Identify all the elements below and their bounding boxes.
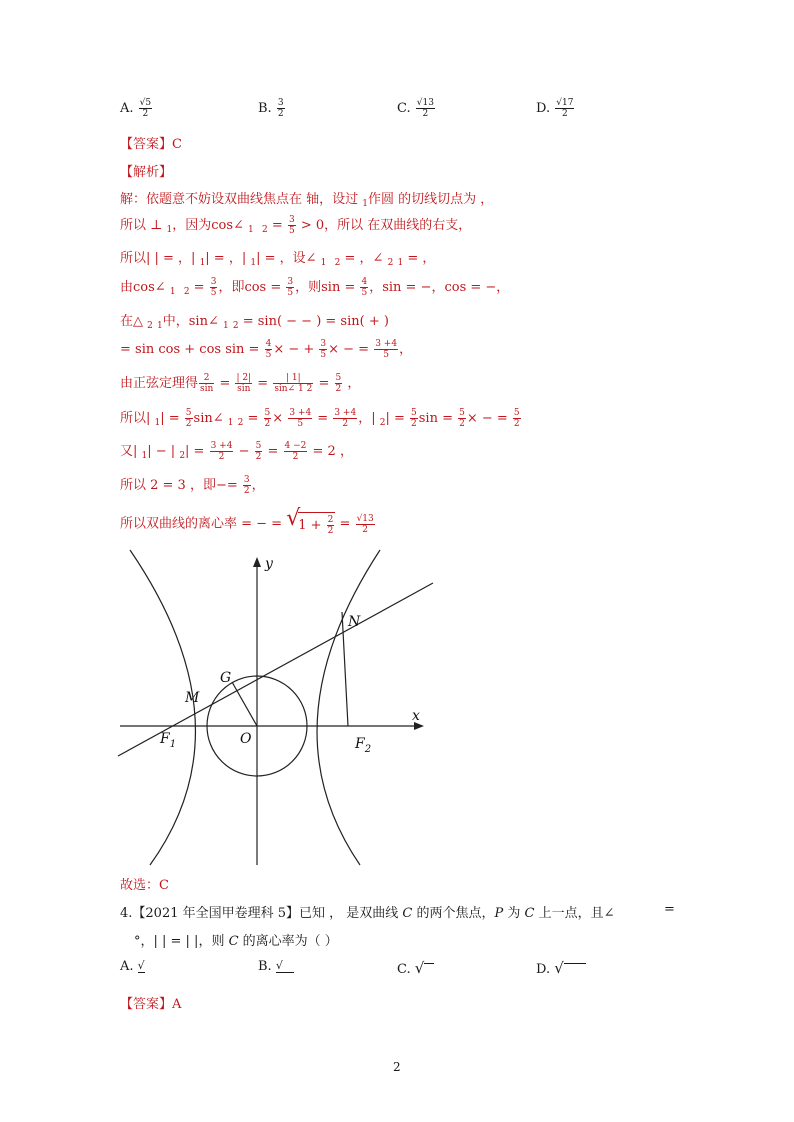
option-b-numerator: 3 — [277, 98, 284, 108]
label-m: M — [185, 690, 200, 706]
solution-text: 所以 ⊥ — [120, 218, 167, 233]
fraction-denominator: sin — [237, 384, 251, 394]
solution-text: 所以 2 = 3 ，即−= — [120, 478, 242, 493]
subscript: 2 — [147, 321, 153, 331]
fraction-denominator: 2 — [335, 384, 342, 394]
subscript: 1 — [248, 225, 254, 235]
solution-text: sin = — [418, 411, 458, 426]
solution-text: sin∠ — [193, 411, 228, 426]
solution-text: | − | — [147, 444, 180, 459]
fraction-numerator: 4 — [361, 277, 368, 287]
fraction-denominator: 2 — [292, 452, 299, 462]
solution-text: 又| — [120, 444, 142, 459]
subscript: 2 — [262, 225, 268, 235]
solution-line-7 — [120, 372, 360, 394]
solution-text: ， — [399, 342, 413, 357]
subscript: 2 — [179, 451, 186, 461]
fraction-denominator: 2 — [185, 419, 192, 429]
fraction-numerator: 5 — [335, 373, 342, 383]
solution-text: 所以| — [120, 411, 155, 426]
solution-text: | = — [385, 411, 409, 426]
fraction-numerator: 4 −2 — [284, 441, 307, 451]
subscript: 2 — [387, 258, 394, 268]
option-d-numerator: √17 — [556, 98, 574, 108]
q4-equals: = — [664, 902, 675, 917]
solution-text: = ，∠ — [340, 251, 388, 266]
solution-text: = sin( − − ) = sin( + ) — [238, 314, 389, 329]
solution-line-4 — [120, 276, 509, 298]
subscript: 2 — [334, 258, 341, 268]
option-c-numerator: √13 — [416, 98, 434, 108]
solution-text: × − = — [328, 342, 374, 357]
fraction-numerator: | 2| — [236, 373, 252, 383]
solution-text: = — [243, 411, 263, 426]
solution-text: 由cos∠ — [120, 280, 170, 295]
solution-text: ，sin = −，cos = −， — [369, 280, 510, 295]
option-c-letter: C. — [397, 101, 411, 116]
fraction-numerator: 3 — [210, 277, 217, 287]
fraction-denominator: sin∠ 1 2 — [274, 384, 313, 394]
solution-text: 作圆 的切线切点为 ， — [368, 192, 494, 207]
q4-text: 上一点，且∠ — [534, 906, 615, 921]
solution-line-11 — [120, 506, 376, 536]
q4-var: C — [402, 906, 413, 921]
fraction-numerator: 3 +4 — [334, 408, 357, 418]
fraction-denominator: 2 — [411, 419, 417, 429]
label-n: N — [348, 614, 361, 630]
subscript: 1 — [362, 199, 368, 209]
fraction-numerator: 3 — [288, 215, 295, 225]
solution-text: 1 + — [298, 518, 326, 533]
solution-text: = ， — [403, 251, 436, 266]
solution-text: = — [263, 444, 283, 459]
option-letter: A. — [120, 959, 134, 974]
option-c — [397, 98, 436, 119]
fraction-denominator: 5 — [320, 350, 327, 360]
subscript: 1 — [320, 258, 327, 268]
solution-line-6 — [120, 338, 412, 360]
q4-text: 的两个焦点， — [412, 906, 495, 921]
subscript: 1 — [397, 258, 404, 268]
subscript: 1 — [157, 321, 163, 331]
label-x: x — [412, 708, 420, 724]
fraction-denominator: 2 — [342, 419, 349, 429]
fraction-denominator: 2 — [513, 419, 520, 429]
solution-text: > 0，所以 在双曲线的右支， — [296, 218, 472, 233]
q4-var: P — [494, 906, 504, 921]
fraction-denominator: 2 — [243, 486, 250, 496]
y-axis — [253, 557, 261, 865]
fraction-numerator: 3 +4 — [375, 339, 398, 349]
subscript: 2 — [237, 418, 244, 428]
sqrt-symbol: √ — [414, 959, 425, 977]
q4-option-d — [536, 959, 586, 977]
q4-text: 为 — [503, 906, 525, 921]
q4-var: C — [524, 906, 535, 921]
label-f2: $F_2$ — [355, 736, 372, 755]
option-c-denominator: 2 — [422, 109, 429, 119]
solution-line-5 — [120, 310, 389, 331]
fraction-denominator: sin — [200, 384, 214, 394]
page-number: 2 — [393, 1060, 401, 1074]
option-a-numerator: √5 — [139, 98, 152, 108]
left-branch — [130, 550, 195, 865]
fraction-denominator: 5 — [287, 288, 294, 298]
label-y: y — [265, 556, 273, 572]
fraction-numerator: 5 — [185, 408, 192, 418]
solution-line-9 — [120, 440, 353, 462]
solution-text: 由正弦定理得 — [120, 376, 199, 391]
q4-option-a — [120, 959, 145, 974]
fraction-numerator: 3 — [243, 475, 250, 485]
sqrt-fraction: √ — [137, 959, 145, 972]
fraction-denominator: 5 — [297, 419, 304, 429]
subscript: 2 — [379, 418, 386, 428]
solution-line-8 — [120, 407, 522, 429]
q4-text: 的离心率为（ ） — [238, 934, 338, 949]
option-a — [120, 98, 153, 119]
solution-text: = sin cos + cos sin = — [120, 342, 264, 357]
fraction-numerator: 3 — [287, 277, 294, 287]
q4-line-1 — [120, 902, 615, 921]
solution-text: 解：依题意不妨设双曲线焦点在 轴，设过 — [120, 192, 363, 207]
label-o: O — [240, 731, 252, 747]
subscript: 1 — [154, 418, 161, 428]
option-d-letter: D. — [536, 101, 551, 116]
solution-text: = — [314, 376, 334, 391]
subscript: 1 — [166, 225, 173, 235]
fraction-numerator: 3 +4 — [210, 441, 233, 451]
radius-og — [232, 682, 257, 726]
subscript: 1 — [222, 321, 229, 331]
option-b — [258, 98, 286, 119]
fraction-numerator: 4 — [265, 339, 272, 349]
q4-text: °，| | = | |，则 — [134, 934, 229, 949]
solution-text: = — [189, 280, 209, 295]
fraction-numerator: √13 — [356, 513, 374, 524]
hyperbola-figure — [110, 545, 440, 870]
answer-label-2: 【答案】A — [120, 997, 182, 1012]
select-answer: 故选：C — [120, 878, 169, 893]
solution-text: = — [253, 376, 273, 391]
solution-text: ，| — [358, 411, 380, 426]
fraction-numerator: 5 — [255, 441, 262, 451]
fraction-denominator: 2 — [264, 419, 271, 429]
fraction-denominator: 2 — [255, 452, 262, 462]
fraction-numerator: 5 — [459, 408, 465, 418]
subscript: 1 — [227, 418, 234, 428]
fraction-denominator: 2 — [362, 524, 369, 535]
solution-text: = 2 ， — [308, 444, 353, 459]
solution-text: ，即cos = — [218, 280, 286, 295]
fraction-numerator: 2 — [199, 373, 214, 384]
solution-text: = — [267, 218, 287, 233]
option-letter: C. — [397, 962, 411, 977]
fraction-numerator: 2 — [327, 515, 334, 525]
radical-sign-icon: √ — [286, 506, 301, 531]
label-f1: $F_1$ — [160, 731, 177, 750]
analysis-label: 【解析】 — [120, 165, 173, 180]
subscript: 1 — [250, 258, 257, 268]
sqrt-expression — [286, 506, 335, 536]
q4-var: C — [228, 934, 239, 949]
fraction-denominator: 2 — [327, 526, 334, 536]
option-letter: D. — [536, 962, 551, 977]
fraction-numerator: 5 — [264, 408, 271, 418]
subscript: 2 — [232, 321, 239, 331]
solution-line-2 — [120, 214, 471, 236]
solution-line-1 — [120, 188, 493, 209]
option-d-denominator: 2 — [561, 109, 568, 119]
solution-text: 中，sin∠ — [162, 314, 223, 329]
solution-text: − — [234, 444, 254, 459]
fraction-numerator: | 1| — [273, 373, 313, 384]
fraction-numerator: 3 +4 — [289, 408, 312, 418]
subscript: 1 — [141, 451, 148, 461]
option-a-denominator: 2 — [142, 109, 149, 119]
solution-text: | = — [185, 444, 209, 459]
q4-option-c — [397, 959, 434, 977]
solution-line-10 — [120, 474, 265, 496]
right-branch — [317, 550, 380, 865]
subscript: 1 — [199, 258, 206, 268]
solution-text: ， — [343, 376, 361, 391]
option-b-denominator: 2 — [277, 109, 284, 119]
solution-text: ，因为cos∠ — [172, 218, 249, 233]
sqrt-fraction: √ — [276, 959, 294, 973]
fraction-numerator: 3 — [320, 339, 327, 349]
fraction-denominator: 5 — [383, 350, 389, 360]
option-b-letter: B. — [258, 101, 272, 116]
solution-text: | = ，| — [205, 251, 251, 266]
fraction-denominator: 5 — [288, 226, 295, 236]
fraction-denominator: 5 — [210, 288, 217, 298]
fraction-numerator: 5 — [411, 408, 417, 418]
solution-text: × — [272, 411, 288, 426]
solution-text: × − + — [273, 342, 319, 357]
q4-line-2 — [134, 930, 338, 949]
sqrt-symbol: √ — [554, 959, 564, 977]
solution-text: ， — [251, 478, 265, 493]
solution-text: ，则sin = — [295, 280, 360, 295]
solution-text: 在△ — [120, 314, 148, 329]
x-axis — [120, 722, 424, 730]
option-letter: B. — [258, 959, 272, 974]
q4-option-b — [258, 959, 294, 974]
solution-text: | = ，设∠ — [256, 251, 321, 266]
solution-text: × − = — [466, 411, 512, 426]
solution-text: = — [339, 516, 355, 532]
solution-line-3 — [120, 247, 435, 268]
q4-text: 4.【2021 年全国甲卷理科 5】已知 ， 是双曲线 — [120, 906, 403, 921]
option-d — [536, 98, 575, 119]
fraction-numerator: 5 — [513, 408, 520, 418]
solution-text: | = — [160, 411, 184, 426]
fraction-denominator: 2 — [459, 419, 465, 429]
solution-text: 所以双曲线的离心率 = − = — [120, 516, 287, 532]
fraction-denominator: 2 — [218, 452, 225, 462]
fraction-denominator: 5 — [265, 350, 272, 360]
solution-text: = — [215, 376, 235, 391]
solution-text: = — [313, 411, 333, 426]
solution-text: 所以| | = ，| — [120, 251, 200, 266]
option-a-letter: A. — [120, 101, 134, 116]
fraction-denominator: 5 — [361, 288, 368, 298]
subscript: 2 — [183, 287, 190, 297]
answer-label-1: 【答案】C — [120, 137, 182, 152]
label-g: G — [220, 670, 232, 686]
subscript: 1 — [169, 287, 176, 297]
